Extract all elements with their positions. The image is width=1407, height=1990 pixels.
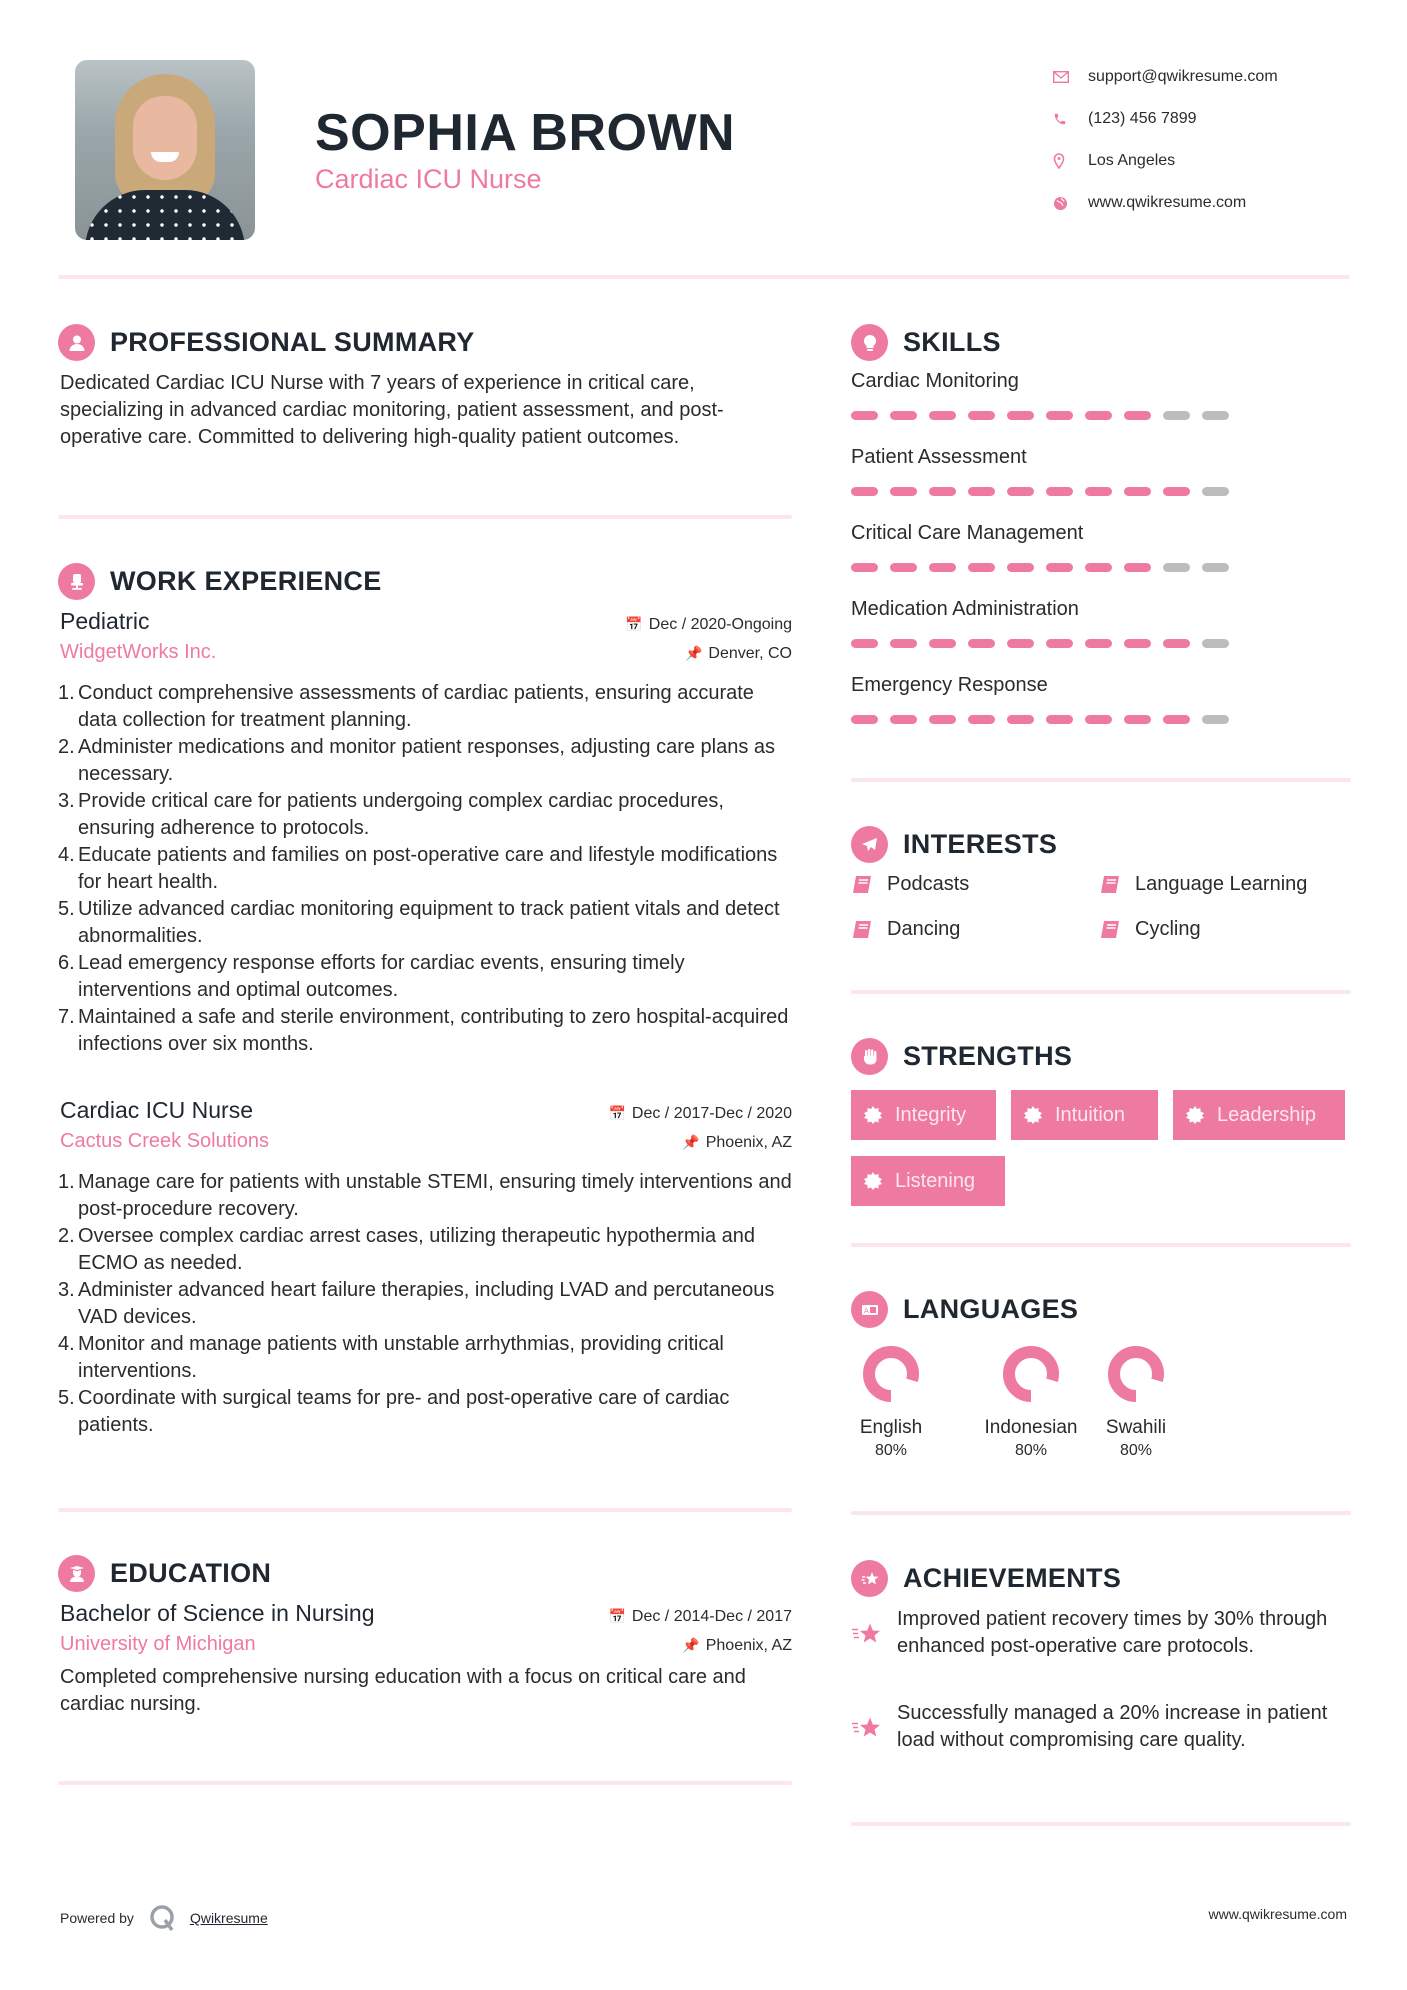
job-company: WidgetWorks Inc. bbox=[60, 641, 217, 663]
office-chair-icon bbox=[58, 563, 95, 600]
calendar-icon: 📅 bbox=[608, 1608, 626, 1624]
skill-item: Critical Care Management bbox=[851, 522, 1311, 598]
profile-photo bbox=[75, 60, 255, 240]
degree: Bachelor of Science in Nursing bbox=[60, 1600, 375, 1626]
interests-divider bbox=[851, 990, 1351, 994]
badge-icon bbox=[863, 1171, 883, 1191]
achievements-heading: ACHIEVEMENTS bbox=[851, 1560, 1121, 1597]
education-dates: 📅 Dec / 2014-Dec / 2017 bbox=[608, 1608, 792, 1625]
footer-powered-by: Powered by Qwikresume bbox=[60, 1903, 268, 1933]
candidate-name: SOPHIA BROWN bbox=[315, 104, 736, 162]
interest-item: Cycling bbox=[1099, 918, 1201, 941]
job-dates: 📅 Dec / 2017-Dec / 2020 bbox=[608, 1105, 792, 1122]
calendar-icon: 📅 bbox=[608, 1105, 626, 1121]
duty-item: 2. Administer medications and monitor patient responses, adjusting care plans as necessary. bbox=[58, 736, 776, 785]
strength-chip: Intuition bbox=[1011, 1090, 1158, 1140]
summary-divider bbox=[58, 515, 792, 519]
job-title: Pediatric bbox=[60, 608, 150, 634]
job-duties bbox=[60, 1169, 792, 1439]
contact-list bbox=[1050, 56, 1278, 224]
duty-item: 3. Provide critical care for patients undergoing complex cardiac procedures, ensuring adherence to protocols. bbox=[58, 790, 724, 839]
badge-icon bbox=[1185, 1105, 1205, 1125]
job-entry bbox=[60, 1097, 792, 1439]
duty-item: 4. Educate patients and families on post-operative care and lifestyle modifications for heart health. bbox=[58, 844, 778, 893]
badge-icon bbox=[1023, 1105, 1043, 1125]
phone-icon bbox=[1050, 112, 1088, 126]
skill-item: Patient Assessment bbox=[851, 446, 1311, 522]
fist-icon bbox=[851, 1038, 888, 1075]
candidate-title: Cardiac ICU Nurse bbox=[315, 164, 542, 194]
svg-text:A: A bbox=[863, 1306, 869, 1315]
skills-divider bbox=[851, 778, 1351, 782]
lightbulb-icon bbox=[851, 324, 888, 361]
book-icon bbox=[851, 920, 873, 940]
languages-heading: A LANGUAGES bbox=[851, 1291, 1078, 1328]
job-title: Cardiac ICU Nurse bbox=[60, 1097, 253, 1123]
achievements-divider bbox=[851, 1822, 1351, 1826]
translate-icon bbox=[851, 1291, 888, 1328]
pushpin-icon: 📌 bbox=[684, 645, 703, 661]
skill-level-bar bbox=[851, 639, 1311, 648]
job-location: 📌 Phoenix, AZ bbox=[682, 1134, 792, 1151]
skill-item: Emergency Response bbox=[851, 674, 1311, 750]
education-entry bbox=[60, 1600, 792, 1718]
map-pin-icon bbox=[1050, 153, 1088, 169]
pushpin-icon: 📌 bbox=[682, 1637, 700, 1653]
summary-text: Dedicated Cardiac ICU Nurse with 7 years of experience in critical care, specializing in advanced cardiac monitoring, patient assessment, and post-operative care. Committed to delivering high-quality patient outcomes. bbox=[60, 372, 724, 448]
duty-item: 1. Manage care for patients with unstable STEMI, ensuring timely interventions and post-procedure recovery. bbox=[58, 1171, 792, 1220]
book-icon bbox=[851, 875, 873, 895]
interests-heading: INTERESTS bbox=[851, 826, 1057, 863]
footer-website[interactable]: www.qwikresume.com bbox=[1208, 1906, 1347, 1922]
skill-level-bar bbox=[851, 487, 1311, 496]
duty-item: 7. Maintained a safe and sterile environment, contributing to zero hospital-acquired infections over six months. bbox=[58, 1006, 789, 1055]
skill-item: Cardiac Monitoring bbox=[851, 370, 1311, 446]
language-item: English 80% bbox=[851, 1345, 931, 1460]
interest-item: Dancing bbox=[851, 918, 960, 941]
qwikresume-logo-icon bbox=[148, 1903, 178, 1933]
graduate-icon bbox=[58, 1555, 95, 1592]
pushpin-icon: 📌 bbox=[682, 1134, 700, 1150]
globe-icon bbox=[1050, 196, 1088, 211]
language-item: Swahili 80% bbox=[1096, 1345, 1176, 1460]
duty-item: 1. Conduct comprehensive assessments of cardiac patients, ensuring accurate data collection for treatment planning. bbox=[58, 682, 754, 731]
contact-phone[interactable]: (123) 456 7899 bbox=[1050, 98, 1278, 140]
education-heading: EDUCATION bbox=[58, 1555, 271, 1592]
language-item: Indonesian 80% bbox=[972, 1345, 1090, 1460]
experience-heading: WORK EXPERIENCE bbox=[58, 563, 382, 600]
duty-item: 6. Lead emergency response efforts for cardiac events, ensuring timely interventions and optimal outcomes. bbox=[58, 952, 685, 1001]
education-location: 📌 Phoenix, AZ bbox=[682, 1637, 792, 1654]
achievement-item: Improved patient recovery times by 30% through enhanced post-operative care protocols. bbox=[851, 1606, 1331, 1660]
experience-divider bbox=[58, 1508, 792, 1512]
duty-item: 5. Coordinate with surgical teams for pre- and post-operative care of cardiac patients. bbox=[58, 1387, 730, 1436]
job-dates: 📅 Dec / 2020-Ongoing bbox=[625, 616, 792, 633]
duty-item: 2. Oversee complex cardiac arrest cases, utilizing therapeutic hypothermia and ECMO as needed. bbox=[58, 1225, 755, 1274]
strength-chip: Leadership bbox=[1173, 1090, 1345, 1140]
contact-website[interactable]: www.qwikresume.com bbox=[1050, 182, 1278, 224]
job-duties bbox=[60, 680, 792, 1058]
language-progress-ring bbox=[1002, 1345, 1060, 1403]
languages-divider bbox=[851, 1511, 1351, 1515]
skills-list bbox=[851, 370, 1311, 750]
shooting-star-icon bbox=[851, 1703, 883, 1754]
job-entry bbox=[60, 608, 792, 1058]
summary-heading: PROFESSIONAL SUMMARY bbox=[58, 324, 475, 361]
calendar-icon: 📅 bbox=[625, 616, 643, 632]
skill-level-bar bbox=[851, 563, 1311, 572]
qwikresume-link[interactable]: Qwikresume bbox=[189, 1910, 268, 1926]
skill-level-bar bbox=[851, 715, 1311, 724]
book-icon bbox=[1099, 875, 1121, 895]
strengths-divider bbox=[851, 1243, 1351, 1247]
job-company: Cactus Creek Solutions bbox=[60, 1130, 269, 1152]
language-progress-ring bbox=[1107, 1345, 1165, 1403]
skill-level-bar bbox=[851, 411, 1311, 420]
contact-email[interactable]: support@qwikresume.com bbox=[1050, 56, 1278, 98]
achievement-item: Successfully managed a 20% increase in patient load without compromising care quality. bbox=[851, 1700, 1331, 1754]
education-divider bbox=[58, 1781, 792, 1785]
badge-icon bbox=[863, 1105, 883, 1125]
duty-item: 5. Utilize advanced cardiac monitoring equipment to track patient vitals and detect abnormalities. bbox=[58, 898, 780, 947]
duty-item: 3. Administer advanced heart failure therapies, including LVAD and percutaneous VAD devices. bbox=[58, 1279, 775, 1328]
header-divider bbox=[58, 275, 1350, 279]
language-progress-ring bbox=[862, 1345, 920, 1403]
job-location: 📌 Denver, CO bbox=[684, 645, 792, 662]
book-icon bbox=[1099, 920, 1121, 940]
shooting-star-icon bbox=[851, 1609, 883, 1660]
interest-item: Podcasts bbox=[851, 873, 969, 896]
duty-item: 4. Monitor and manage patients with unstable arrhythmias, providing critical interventions. bbox=[58, 1333, 724, 1382]
shooting-star-icon bbox=[851, 1560, 888, 1597]
skills-heading: SKILLS bbox=[851, 324, 1001, 361]
interest-item: Language Learning bbox=[1099, 873, 1307, 896]
strengths-heading: STRENGTHS bbox=[851, 1038, 1072, 1075]
school: University of Michigan bbox=[60, 1633, 256, 1655]
user-icon bbox=[58, 324, 95, 361]
paper-plane-icon bbox=[851, 826, 888, 863]
contact-location: Los Angeles bbox=[1050, 140, 1278, 182]
strength-chip: Integrity bbox=[851, 1090, 996, 1140]
envelope-icon bbox=[1050, 71, 1088, 83]
skill-item: Medication Administration bbox=[851, 598, 1311, 674]
education-description: Completed comprehensive nursing education with a focus on critical care and cardiac nursing. bbox=[60, 1666, 746, 1715]
strength-chip: Listening bbox=[851, 1156, 1005, 1206]
